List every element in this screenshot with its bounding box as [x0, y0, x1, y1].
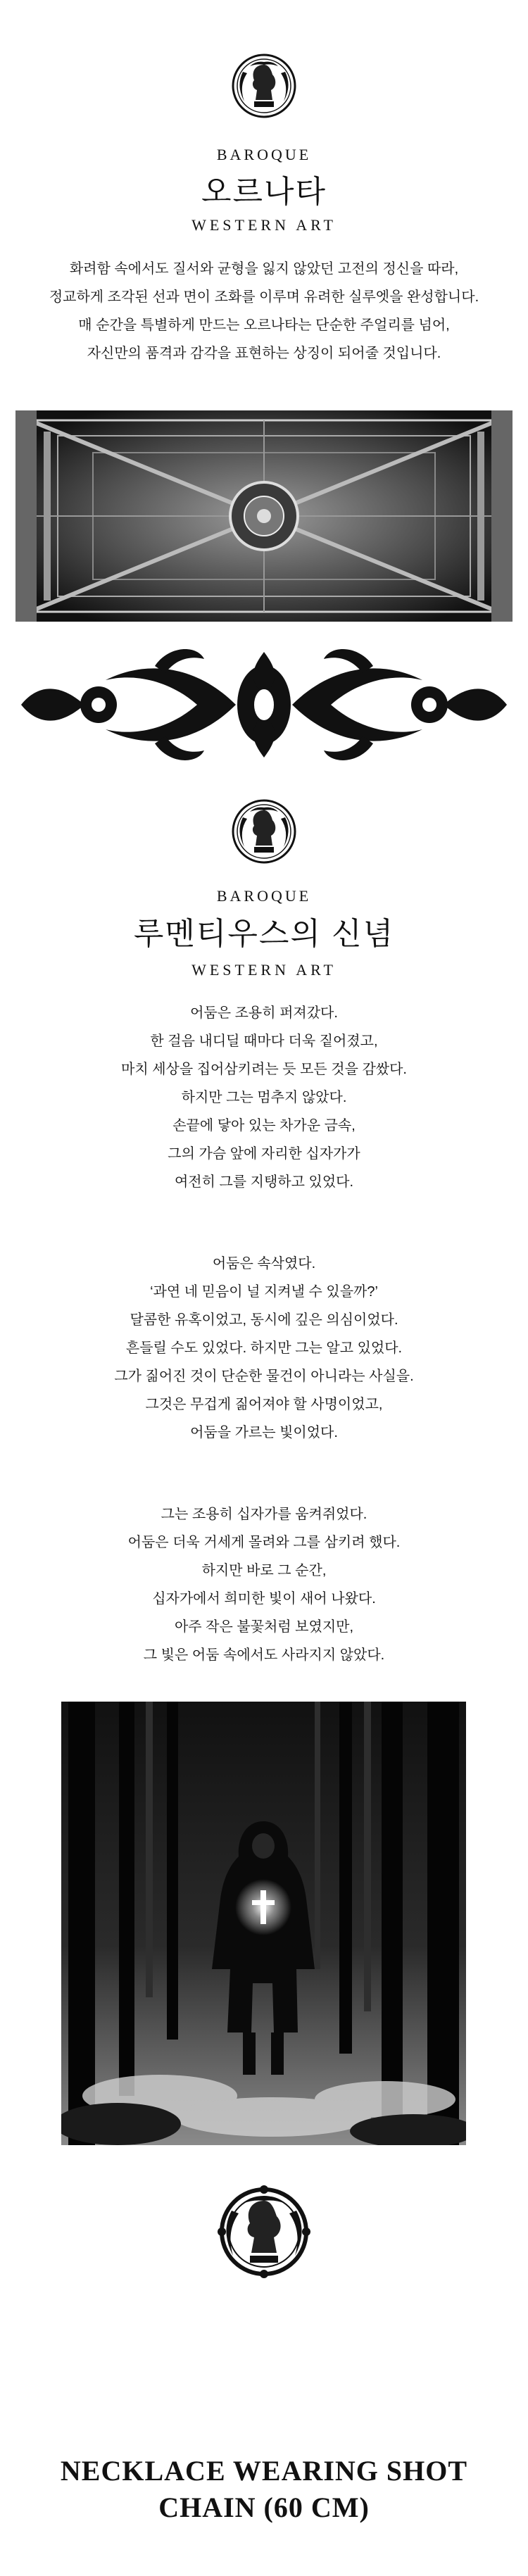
section1-paragraph	[0, 255, 528, 367]
paragraph-line: 자신만의 품격과 감각을 표현하는 상징이 되어줄 것입니다.	[87, 346, 441, 361]
story-line: 그 빛은 어둠 속에서도 사라지지 않았다.	[143, 1647, 385, 1663]
story-line: 어둠은 조용히 퍼져갔다.	[190, 1005, 338, 1021]
bust-medallion-logo-icon	[229, 51, 299, 121]
story-line: 어둠은 속삭였다.	[212, 1256, 316, 1271]
story-line: 손끝에 닿아 있는 차가운 금속,	[172, 1118, 356, 1133]
section2-eyebrow: BAROQUE	[216, 887, 312, 905]
story-line: 그가 짊어진 것이 단순한 물건이 아니라는 사실을.	[114, 1369, 414, 1384]
section1-subtitle: WESTERN ART	[191, 216, 337, 234]
story-line: 십자가에서 희미한 빛이 새어 나왔다.	[152, 1591, 376, 1607]
story-line: ‘과연 네 믿음이 널 지켜낼 수 있을까?’	[150, 1284, 378, 1300]
story-stanza-2	[0, 1250, 528, 1447]
story-line: 그것은 무겁게 짊어져야 할 사명이었고,	[145, 1397, 383, 1412]
story-line: 그는 조용히 십자가를 움켜쥐었다.	[161, 1507, 367, 1522]
story-stanza-1	[0, 999, 528, 1196]
story-line: 하지만 그는 멈추지 않았다.	[181, 1090, 347, 1105]
wearing-shot-title	[0, 2453, 528, 2526]
paragraph-line: 화려함 속에서도 질서와 균형을 잃지 않았던 고전의 정신을 따라,	[69, 261, 459, 277]
section1-eyebrow: BAROQUE	[216, 146, 312, 163]
story-line: 어둠은 더욱 거세게 몰려와 그를 삼키려 했다.	[127, 1535, 401, 1550]
story-line: 마치 세상을 집어삼키려는 듯 모든 것을 감쌌다.	[121, 1062, 407, 1077]
story-line: 한 걸음 내디딜 때마다 더욱 짙어졌고,	[150, 1033, 378, 1049]
story-line: 달콤한 유혹이었고, 동시에 깊은 의심이었다.	[130, 1312, 398, 1328]
story-line: 아주 작은 불꽃처럼 보였지만,	[174, 1619, 354, 1635]
baroque-ceiling-image	[15, 410, 513, 622]
section2-subtitle: WESTERN ART	[191, 961, 337, 979]
story-line: 여전히 그를 지탱하고 있었다.	[174, 1174, 354, 1190]
hooded-figure-forest-image	[61, 1702, 466, 2145]
story-line: 어둠을 가르는 빛이었다.	[190, 1425, 338, 1440]
story-line: 흔들릴 수도 있었다. 하지만 그는 알고 있었다.	[125, 1340, 403, 1356]
story-line: 하지만 바로 그 순간,	[201, 1563, 327, 1578]
baroque-scroll-ornament-icon	[14, 638, 514, 772]
paragraph-line: 매 순간을 특별하게 만드는 오르나타는 단순한 주얼리를 넘어,	[78, 318, 450, 333]
paragraph-line: 정교하게 조각된 선과 면이 조화를 이루며 유려한 실루엣을 완성합니다.	[49, 289, 479, 305]
wearing-shot-title-line-1: NECKLACE WEARING SHOT	[60, 2455, 468, 2487]
section1-title: 오르나타	[201, 175, 327, 209]
story-line: 그의 가슴 앞에 자리한 십자가가	[168, 1146, 360, 1162]
section2-title: 루멘티우스의 신념	[133, 917, 395, 951]
bust-medallion-logo-icon	[229, 796, 299, 867]
wearing-shot-title-line-2: CHAIN (60 CM)	[158, 2492, 370, 2523]
bust-medallion-large-logo-icon	[215, 2182, 313, 2281]
story-stanza-3	[0, 1500, 528, 1669]
